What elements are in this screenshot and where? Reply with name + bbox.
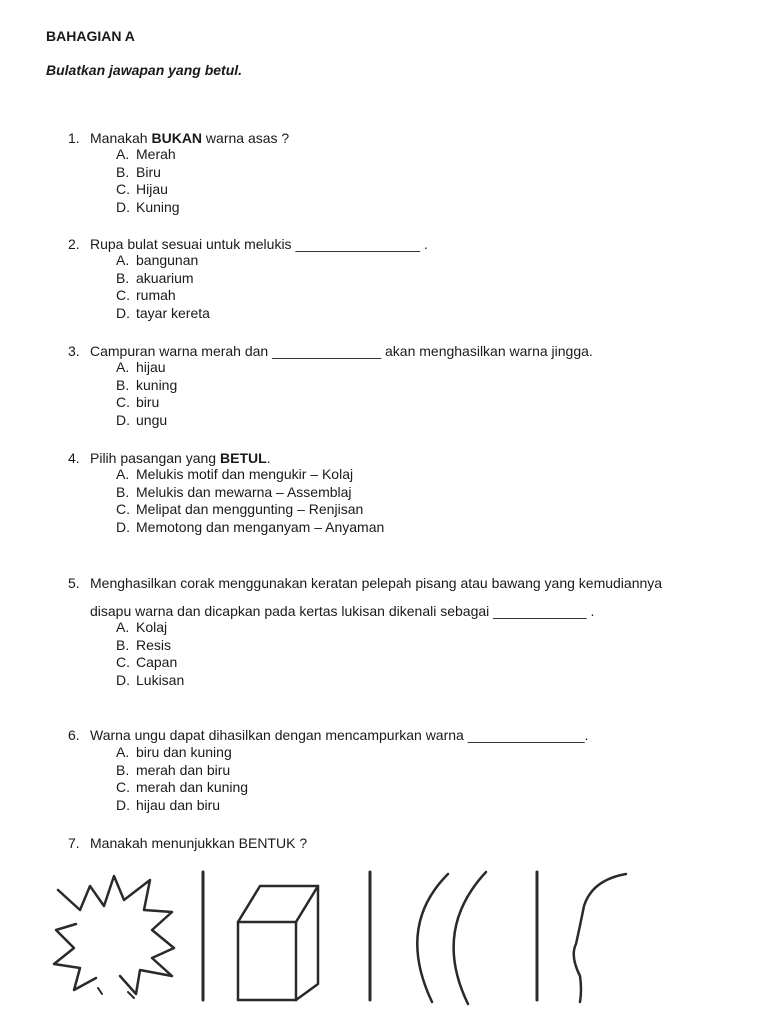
question-number: 2. (68, 236, 80, 252)
question-stem: Manakah menunjukkan BENTUK ? (90, 835, 308, 851)
instruction: Bulatkan jawapan yang betul. (46, 62, 243, 78)
option-c[interactable]: C. Hijau (116, 181, 168, 198)
question-1 (68, 129, 289, 147)
option-a[interactable]: A. hijau (116, 359, 166, 375)
option-a[interactable]: A. biru dan kuning (116, 744, 232, 760)
question-stem: Rupa bulat sesuai untuk melukis ________________ . (90, 236, 428, 252)
option-a[interactable]: A. Melukis motif dan mengukir – Kolaj (116, 466, 354, 482)
question-5-continuation: disapu warna dan dicapkan pada kertas lukisan dikenali sebagai ____________ . (90, 603, 595, 619)
options-3 (116, 359, 177, 430)
question-stem: Menghasilkan corak menggunakan keratan pelepah pisang atau bawang yang kemudiannya (90, 575, 663, 591)
starburst-shape[interactable] (54, 876, 174, 998)
emphasis: BETUL (220, 450, 267, 466)
option-a[interactable]: A. bangunan (116, 252, 199, 268)
option-d[interactable]: D. Kuning (116, 199, 180, 216)
option-d[interactable]: D. ungu (116, 412, 168, 429)
options-1 (116, 146, 180, 217)
question-number: 7. (68, 835, 80, 851)
question-5 (68, 574, 662, 592)
question-number: 3. (68, 343, 80, 359)
question-stem: Manakah BUKAN warna asas ? (90, 130, 290, 146)
curved-line-shape[interactable] (574, 874, 626, 1002)
option-b[interactable]: B. merah dan biru (116, 761, 231, 778)
options-5 (116, 619, 184, 690)
arc-lines-shape[interactable] (417, 872, 486, 1004)
option-a[interactable]: A. Merah (116, 146, 176, 162)
option-c[interactable]: C. Melipat dan menggunting – Renjisan (116, 501, 364, 518)
option-b[interactable]: B. kuning (116, 376, 178, 393)
option-d[interactable]: D. Memotong dan menganyam – Anyaman (116, 519, 385, 536)
options-4 (116, 466, 384, 537)
option-d[interactable]: D. Lukisan (116, 672, 185, 689)
question-2 (68, 235, 428, 253)
option-b[interactable]: B. Melukis dan mewarna – Assemblaj (116, 483, 352, 500)
option-a[interactable]: A. Kolaj (116, 619, 168, 635)
question-6 (68, 726, 588, 744)
question-3 (68, 342, 593, 360)
question-number: 4. (68, 450, 80, 466)
option-d[interactable]: D. tayar kereta (116, 305, 210, 322)
option-b[interactable]: B. akuarium (116, 269, 194, 286)
question-number: 1. (68, 130, 80, 146)
option-c[interactable]: C. Capan (116, 654, 178, 671)
option-c[interactable]: C. biru (116, 394, 160, 411)
question-7 (68, 834, 307, 852)
option-c[interactable]: C. rumah (116, 287, 176, 304)
question-number: 6. (68, 727, 80, 743)
options-2 (116, 252, 210, 323)
option-b[interactable]: B. Resis (116, 636, 172, 653)
question-stem: Warna ungu dapat dihasilkan dengan mencampurkan warna _______________. (90, 727, 589, 743)
question-stem: Pilih pasangan yang BETUL. (90, 450, 271, 466)
option-c[interactable]: C. merah dan kuning (116, 779, 249, 796)
question-number: 5. (68, 575, 80, 591)
section-title: BAHAGIAN A (46, 28, 135, 44)
shapes-figure (40, 866, 660, 1006)
question-stem: Campuran warna merah dan ______________ akan menghasilkan warna jingga. (90, 343, 593, 359)
option-d[interactable]: D. hijau dan biru (116, 797, 221, 814)
options-6 (116, 744, 248, 815)
cuboid-shape[interactable] (238, 886, 318, 1000)
emphasis: BUKAN (151, 130, 203, 146)
question-4 (68, 449, 271, 467)
option-b[interactable]: B. Biru (116, 163, 161, 180)
